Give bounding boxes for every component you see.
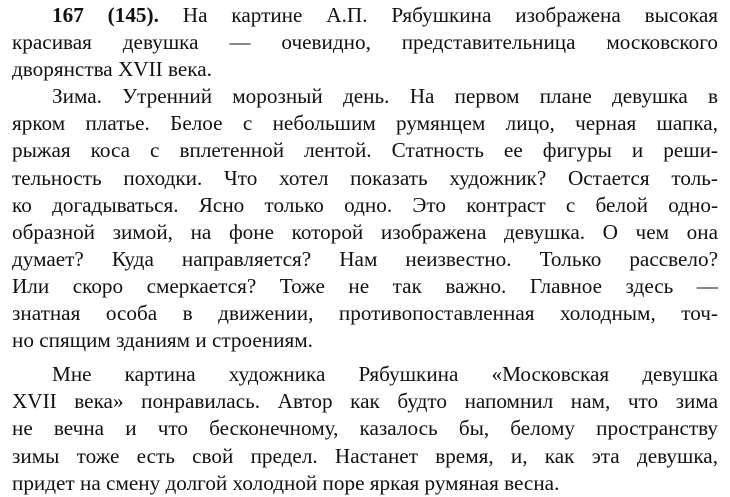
text-line: образной зимой, на фоне которой изображена девушка. О чем она (12, 219, 718, 244)
text-line: придет на смену долгой холодной поре яркая румяная весна. (12, 470, 560, 495)
paragraph-intro (12, 2, 718, 83)
text-line: Зима. Утренний морозный день. На первом плане девушка в (52, 84, 718, 109)
paragraph-opinion (12, 361, 718, 496)
exercise-number: 167 (145). (52, 3, 159, 27)
text-line: Мне картина художника Рябушкина «Московская девушка (52, 362, 718, 387)
text-line: но спящим зданиям и строениям. (12, 328, 313, 353)
text-line: не вечна и что бесконечному, казалось бы, белому пространству (12, 416, 718, 441)
text-line: рыжая коса с вплетенной лентой. Статность ее фигуры и реши- (12, 138, 718, 163)
text-line: знатная особа в движении, противопоставленная холодным, точ- (12, 301, 718, 326)
text-line: дворянства XVII века. (12, 57, 212, 82)
text-line: ярком платье. Белое с небольшим румянцем лицо, черная шапка, (12, 111, 718, 136)
text-line: Или скоро смеркается? Тоже не так важно. Главное здесь — (12, 273, 718, 298)
text-line: тельность походки. Что хотел показать художник? Остается толь- (12, 165, 718, 190)
text-line: ко догадываться. Ясно только одно. Это контраст с белой одно- (12, 192, 718, 217)
text-line: зимы тоже есть свой предел. Настанет время, и, как эта девушка, (12, 443, 718, 468)
line-text: На картине А.П. Рябушкина изображена высокая (182, 3, 718, 27)
text-line: думает? Куда направляется? Нам неизвестно. Только рассвело? (12, 246, 718, 271)
paragraph-gap (12, 354, 718, 361)
text-line: красивая девушка — очевидно, представительница московского (12, 30, 718, 55)
text-line (12, 2, 718, 29)
paragraph-description (12, 83, 718, 354)
text-line: XVII века» понравилась. Автор как будто напомнил нам, что зима (12, 389, 718, 414)
